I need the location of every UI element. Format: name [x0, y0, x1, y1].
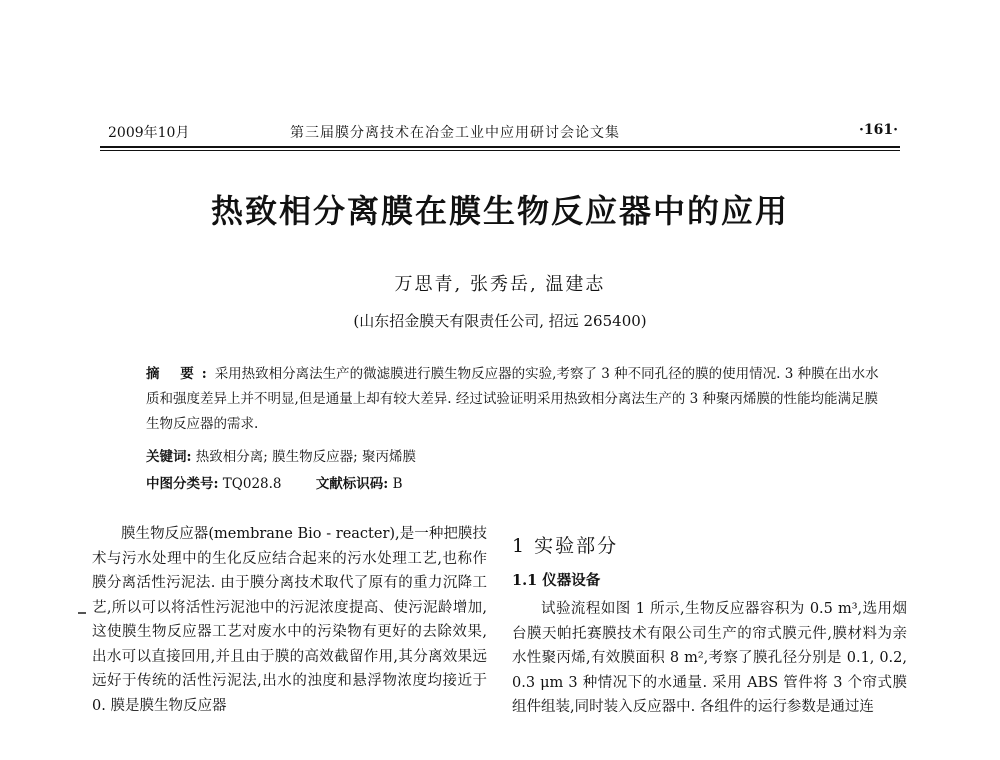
clc-label: 中图分类号:: [146, 476, 219, 492]
doc-code-value: B: [392, 476, 403, 492]
header-rule-thick: [100, 146, 900, 148]
header-rule-thin: [100, 150, 900, 151]
running-header: [100, 122, 900, 144]
abstract-label: 摘 要:: [146, 366, 215, 382]
abstract-text: 采用热致相分离法生产的微滤膜进行膜生物反应器的实验,考察了 3 种不同孔径的膜的使用情况. 3 种膜在出水水质和强度差异上并不明显,但是通量上却有较大差异. 经过试验证明采用热致相分离法生产的 3 种聚丙烯膜的性能均能满足膜生物反应器的需求.: [146, 366, 879, 432]
paper-authors: 万思青, 张秀岳, 温建志: [394, 274, 606, 295]
paper-affiliation: (山东招金膜天有限责任公司, 招远 265400): [353, 312, 647, 330]
doc-code-label: 文献标识码:: [315, 476, 389, 492]
header-page-number: ·161·: [859, 122, 898, 138]
right-column: [512, 522, 907, 720]
equipment-paragraph: 试验流程如图 1 所示,生物反应器容积为 0.5 m³,选用烟台膜天帕托赛膜技术有限公司生产的帘式膜元件,膜材料为亲水性聚丙烯,有效膜面积 8 m²,考察了膜孔径分别是 0.1, 0.2, 0.3 μm 3 种情况下的水通量. 采用 ABS 管件将 3 个帘式膜组件组装,同时装入反应器中. 各组件的运行参数是通过连: [512, 601, 907, 715]
classification: [146, 472, 886, 497]
keywords-label: 关键词:: [146, 449, 192, 465]
left-column: [92, 522, 487, 718]
abstract: [146, 362, 886, 437]
subsection-heading: 1.1 仪器设备: [512, 571, 601, 589]
keywords-text: 热致相分离; 膜生物反应器; 聚丙烯膜: [195, 449, 416, 465]
keywords: [146, 445, 886, 470]
header-date: 2009年10月: [108, 125, 190, 141]
intro-paragraph: 膜生物反应器(membrane Bio - reacter),是一种把膜技术与污水处理中的生化反应结合起来的污水处理工艺,也称作膜分离活性污泥法. 由于膜分离技术取代了原有的重力沉降工艺,所以可以将活性污泥池中的污泥浓度提高、使污泥龄增加,这使膜生物反应器工艺对废水中的污染物有更好的去除效果,出水可以直接回用,并且由于膜的高效截留作用,其分离效果远远好于传统的活性污泥法,出水的浊度和悬浮物浓度均接近于 0. 膜是膜生物反应器: [92, 526, 487, 714]
margin-mark: [78, 612, 86, 614]
clc-value: TQ028.8: [222, 476, 282, 492]
paper-title: 热致相分离膜在膜生物反应器中的应用: [210, 192, 789, 230]
header-journal-title: 第三届膜分离技术在冶金工业中应用研讨会论文集: [290, 125, 620, 141]
section-heading: 1 实验部分: [512, 535, 619, 557]
